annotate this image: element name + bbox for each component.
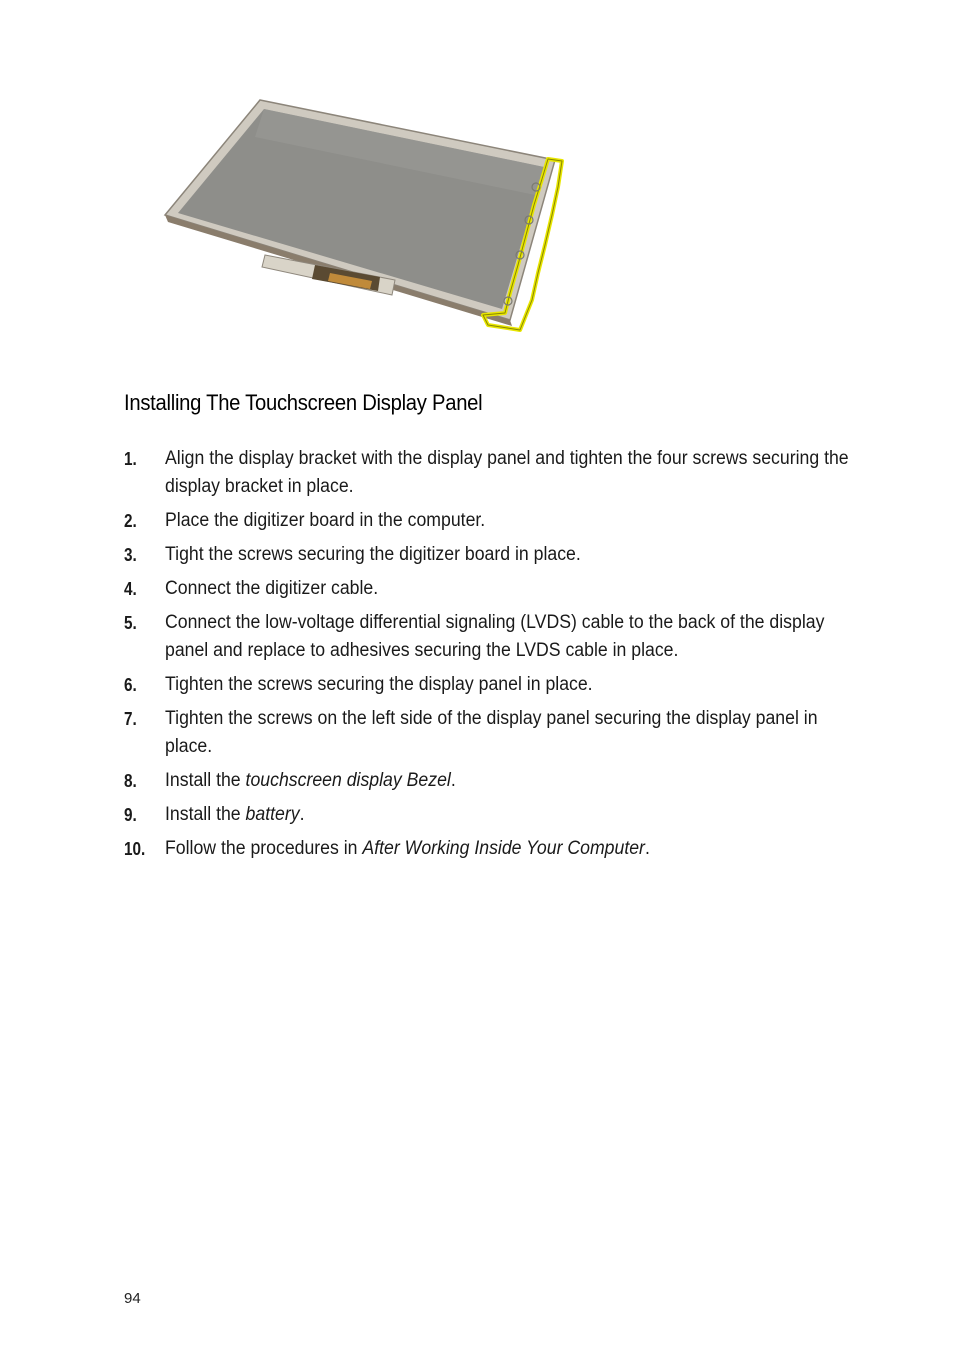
installation-steps xyxy=(124,445,864,869)
step-text-suffix: . xyxy=(450,770,456,791)
step-text xyxy=(165,767,861,795)
step-item xyxy=(124,541,864,569)
step-number: 10. xyxy=(124,839,146,859)
step-text: Tight the screws securing the digitizer board in place. xyxy=(165,544,581,565)
step-item xyxy=(124,609,864,665)
step-number: 6. xyxy=(124,675,137,695)
step-item xyxy=(124,835,864,863)
step-text: Align the display bracket with the display panel and tighten the four screws securing the display bracket in place. xyxy=(165,448,849,497)
display-panel-figure xyxy=(160,95,580,350)
step-item xyxy=(124,445,864,501)
display-panel-illustration xyxy=(160,95,580,350)
step-item xyxy=(124,575,864,603)
step-text xyxy=(165,801,861,829)
step-text: Tighten the screws on the left side of the display panel securing the display panel in place. xyxy=(165,708,818,757)
step-text-prefix: Install the xyxy=(165,804,246,825)
step-text-suffix: . xyxy=(299,804,305,825)
step-item xyxy=(124,767,864,795)
section-title: Installing The Touchscreen Display Panel xyxy=(124,390,483,415)
step-text-prefix: Follow the procedures in xyxy=(165,838,363,859)
step-text xyxy=(165,835,861,863)
after-working-inside-link[interactable]: After Working Inside Your Computer xyxy=(362,838,645,859)
battery-link[interactable]: battery xyxy=(245,804,300,825)
step-number: 4. xyxy=(124,579,137,599)
step-text: Place the digitizer board in the computer. xyxy=(165,510,486,531)
step-text: Connect the low-voltage differential signaling (LVDS) cable to the back of the display panel and replace to adhesives securing the LVDS cable in place. xyxy=(165,612,825,661)
step-number: 2. xyxy=(124,511,137,531)
step-text: Connect the digitizer cable. xyxy=(165,578,379,599)
step-number: 7. xyxy=(124,709,137,729)
step-item xyxy=(124,507,864,535)
step-item xyxy=(124,705,864,761)
step-number: 8. xyxy=(124,771,137,791)
step-text-suffix: . xyxy=(644,838,650,859)
step-number: 9. xyxy=(124,805,137,825)
step-number: 5. xyxy=(124,613,137,633)
step-item xyxy=(124,671,864,699)
step-text-prefix: Install the xyxy=(165,770,246,791)
step-number: 1. xyxy=(124,449,137,469)
step-text: Tighten the screws securing the display panel in place. xyxy=(165,674,593,695)
touchscreen-bezel-link[interactable]: touchscreen display Bezel xyxy=(245,770,451,791)
page-number: 94 xyxy=(124,1290,141,1307)
step-number: 3. xyxy=(124,545,137,565)
step-item xyxy=(124,801,864,829)
